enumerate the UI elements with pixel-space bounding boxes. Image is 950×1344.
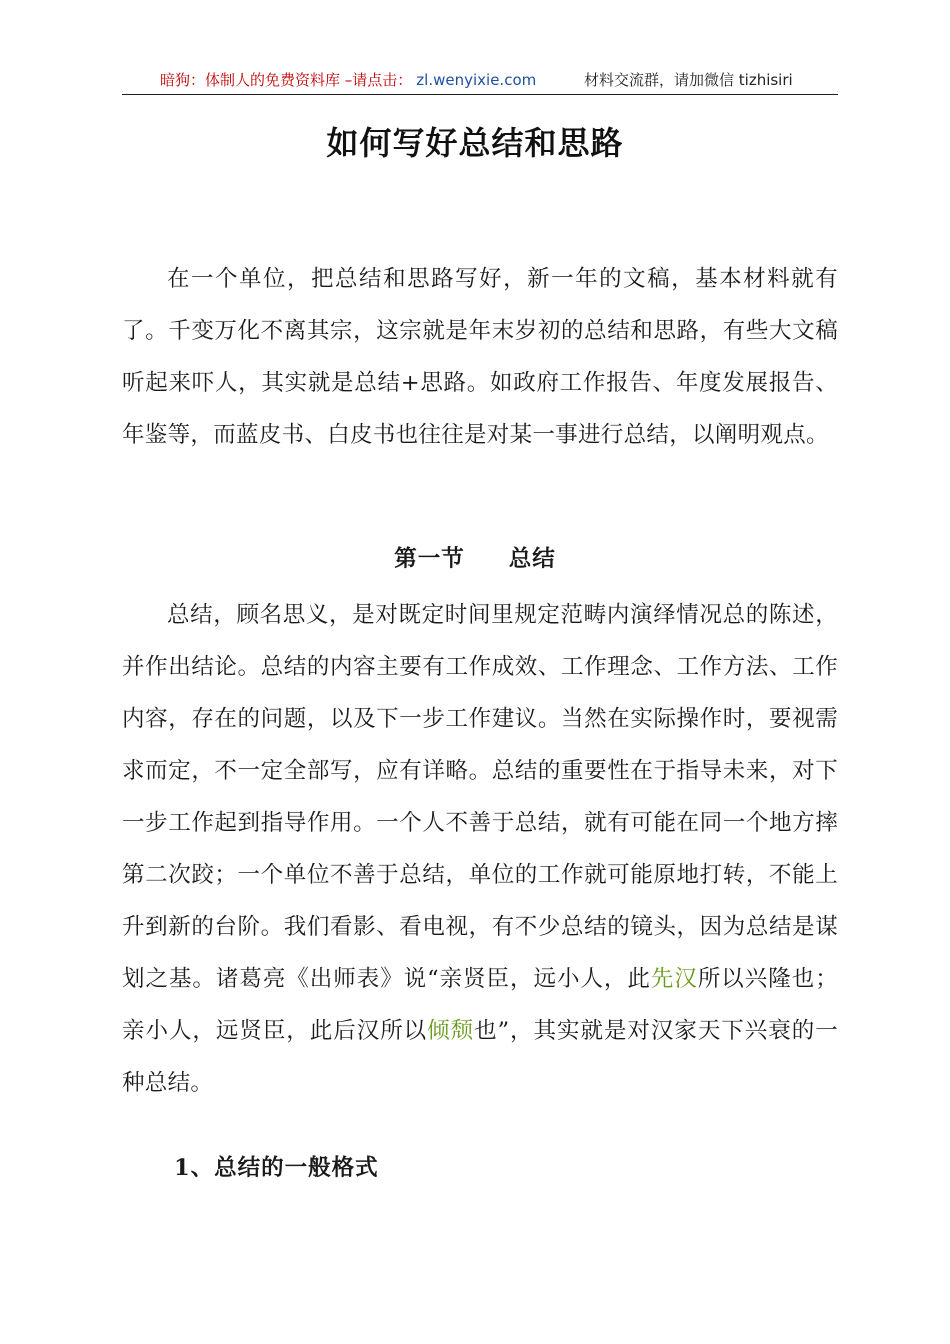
header-url[interactable]: zl.wenyixie.com [416,71,537,89]
header-click-text: –请点击： [340,71,413,89]
body-text-b: 所以兴隆也；亲小人，远贤臣，此后汉所以 [122,966,838,1044]
body-text-a: 总结，顾名思义，是对既定时间里规定范畴内演绎情况总的陈述，并作出结论。总结的内容主要有工作成效、工作理念、工作方法、工作内容，存在的问题，以及下一步工作建议。当然在实际操作时，要视需求而定，不一定全部写，应有详略。总结的重要性在于指导未来，对下一步工作起到指导作用。一个人不善于总结，就有可能在同一个地方摔第二次跤；一个单位不善于总结，单位的工作就可能原地打转，不能上升到新的台阶。我们看影、看电视，有不少总结的镜头，因为总结是谋划之基。诸葛亮《出师表》说“亲贤臣，远小人，此 [122,602,838,992]
watermark-header [122,66,838,95]
subheading: 1、总结的一般格式 [174,1155,379,1181]
header-site-name: 暗狗：体制人的免费资料库 [160,71,341,89]
section-heading [0,541,950,573]
highlight-qingtui: 倾颓 [427,1018,475,1044]
header-site [160,66,536,94]
intro-paragraph: 在一个单位，把总结和思路写好，新一年的文稿，基本材料就有了。千变万化不离其宗，这宗就是年末岁初的总结和思路，有些大文稿听起来吓人，其实就是总结+思路。如政府工作报告、年度发展报告、年鉴等，而蓝皮书、白皮书也往往是对某一事进行总结，以阐明观点。 [122,266,838,448]
section-number: 第一节 [394,546,465,572]
body-paragraph [122,589,838,1109]
section-name: 总结 [508,546,556,572]
body-text-c: 也”，其实就是对汉家天下兴衰的一种总结。 [122,1018,838,1096]
document-title: 如何写好总结和思路 [326,124,624,162]
header-group-info: 材料交流群，请加微信 tizhisiri [584,71,793,89]
highlight-xianhan: 先汉 [650,966,698,992]
